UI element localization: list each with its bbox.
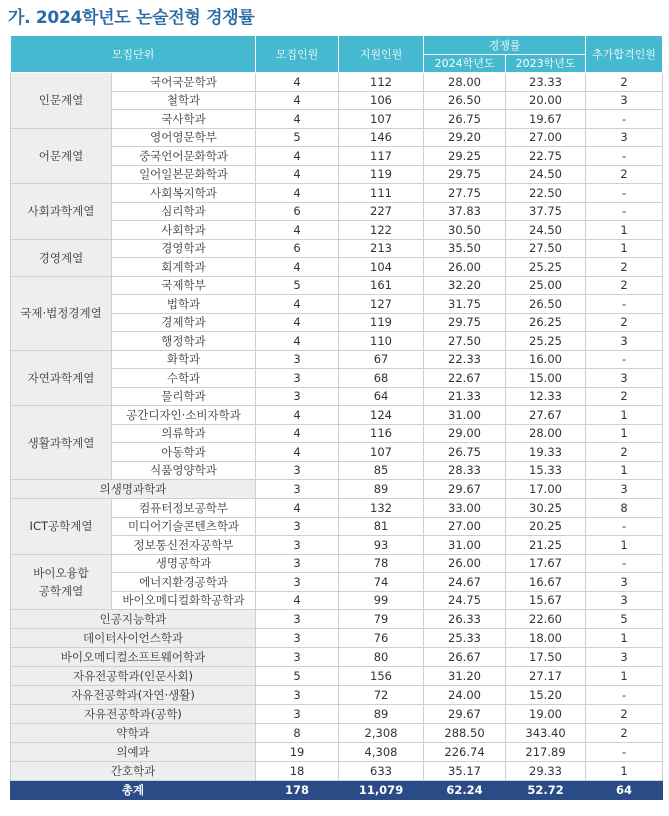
table-row [11,499,663,518]
applicants-cell: 79 [339,610,424,629]
ratio-2023-cell: 22.50 [506,184,586,203]
ratio-2024-cell: 31.20 [424,667,506,686]
applicants-cell: 78 [339,554,424,573]
ratio-2024-cell: 26.75 [424,443,506,462]
table-row [11,406,663,425]
quota-cell: 4 [256,221,339,240]
ratio-2024-cell: 21.33 [424,387,506,406]
extra-admit-cell: - [586,554,663,573]
header-row-1 [11,36,663,55]
ratio-2024-cell: 26.00 [424,554,506,573]
quota-cell: 6 [256,239,339,258]
group-name-cell: 국제·법정경계열 [11,276,112,350]
ratio-2024-cell: 24.75 [424,591,506,610]
quota-cell: 4 [256,258,339,277]
extra-admit-cell: 1 [586,221,663,240]
ratio-2024-cell: 29.20 [424,128,506,147]
applicants-cell: 72 [339,686,424,705]
department-cell: 국사학과 [112,110,256,129]
unit-name-cell: 자유전공학과(자연·생활) [11,686,256,705]
extra-admit-cell: - [586,743,663,762]
extra-admit-cell: 1 [586,461,663,480]
header-ratio: 경쟁률 [424,36,586,55]
total-ratio-2024-cell: 62.24 [424,781,506,800]
ratio-2024-cell: 22.67 [424,369,506,388]
table-row [11,610,663,629]
ratio-2024-cell: 31.75 [424,295,506,314]
quota-cell: 3 [256,629,339,648]
department-cell: 행정학과 [112,332,256,351]
admission-results-table [10,35,663,800]
department-cell: 국어국문학과 [112,73,256,92]
ratio-2023-cell: 15.00 [506,369,586,388]
unit-name-cell: 자유전공학과(인문사회) [11,667,256,686]
quota-cell: 8 [256,724,339,743]
ratio-2023-cell: 25.25 [506,258,586,277]
extra-admit-cell: 1 [586,667,663,686]
quota-cell: 4 [256,165,339,184]
quota-cell: 4 [256,332,339,351]
ratio-2023-cell: 20.25 [506,517,586,536]
ratio-2024-cell: 288.50 [424,724,506,743]
ratio-2023-cell: 12.33 [506,387,586,406]
unit-name-cell: 약학과 [11,724,256,743]
ratio-2024-cell: 29.75 [424,165,506,184]
group-name-cell: 사회과학계열 [11,184,112,240]
ratio-2023-cell: 17.67 [506,554,586,573]
ratio-2023-cell: 343.40 [506,724,586,743]
applicants-cell: 2,308 [339,724,424,743]
quota-cell: 18 [256,762,339,781]
applicants-cell: 81 [339,517,424,536]
ratio-2023-cell: 22.75 [506,147,586,166]
ratio-2024-cell: 30.50 [424,221,506,240]
extra-admit-cell: 2 [586,313,663,332]
quota-cell: 3 [256,350,339,369]
extra-admit-cell: 1 [586,629,663,648]
quota-cell: 4 [256,91,339,110]
applicants-cell: 110 [339,332,424,351]
ratio-2023-cell: 23.33 [506,73,586,92]
extra-admit-cell: 3 [586,480,663,499]
department-cell: 경제학과 [112,313,256,332]
ratio-2024-cell: 26.67 [424,648,506,667]
quota-cell: 4 [256,147,339,166]
department-cell: 경영학과 [112,239,256,258]
department-cell: 정보통신전자공학부 [112,536,256,555]
unit-name-cell: 바이오메디컬소프트웨어학과 [11,648,256,667]
total-label: 총계 [11,781,256,800]
table-row [11,239,663,258]
department-cell: 바이오메디컬화학공학과 [112,591,256,610]
quota-cell: 4 [256,184,339,203]
unit-name-cell: 데이터사이언스학과 [11,629,256,648]
extra-admit-cell: 2 [586,258,663,277]
header-ratio-2024: 2024학년도 [424,54,506,73]
department-cell: 사회학과 [112,221,256,240]
ratio-2023-cell: 26.25 [506,313,586,332]
applicants-cell: 64 [339,387,424,406]
extra-admit-cell: - [586,517,663,536]
quota-cell: 4 [256,591,339,610]
table-row [11,350,663,369]
group-name-cell: 경영계열 [11,239,112,276]
unit-name-cell: 간호학과 [11,762,256,781]
extra-admit-cell: 3 [586,591,663,610]
extra-admit-cell: - [586,184,663,203]
applicants-cell: 106 [339,91,424,110]
quota-cell: 5 [256,667,339,686]
table-row [11,686,663,705]
ratio-2023-cell: 19.67 [506,110,586,129]
ratio-2023-cell: 27.67 [506,406,586,425]
ratio-2024-cell: 35.50 [424,239,506,258]
department-cell: 생명공학과 [112,554,256,573]
table-row [11,743,663,762]
group-name-cell: 인문계열 [11,73,112,129]
applicants-cell: 104 [339,258,424,277]
quota-cell: 3 [256,573,339,592]
quota-cell: 4 [256,110,339,129]
department-cell: 물리학과 [112,387,256,406]
applicants-cell: 633 [339,762,424,781]
quota-cell: 3 [256,387,339,406]
extra-admit-cell: - [586,350,663,369]
ratio-2023-cell: 15.67 [506,591,586,610]
applicants-cell: 107 [339,443,424,462]
applicants-cell: 132 [339,499,424,518]
ratio-2023-cell: 28.00 [506,424,586,443]
ratio-2024-cell: 29.67 [424,705,506,724]
applicants-cell: 76 [339,629,424,648]
quota-cell: 4 [256,443,339,462]
quota-cell: 5 [256,128,339,147]
applicants-cell: 161 [339,276,424,295]
ratio-2024-cell: 35.17 [424,762,506,781]
ratio-2023-cell: 17.00 [506,480,586,499]
table-row [11,276,663,295]
total-row [11,781,663,800]
extra-admit-cell: - [586,202,663,221]
extra-admit-cell: 3 [586,573,663,592]
quota-cell: 3 [256,480,339,499]
department-cell: 컴퓨터정보공학부 [112,499,256,518]
header-extra: 추가합격인원 [586,36,663,73]
extra-admit-cell: 1 [586,424,663,443]
unit-name-cell: 의예과 [11,743,256,762]
department-cell: 아동학과 [112,443,256,462]
group-name-cell: 바이오융합 공학계열 [11,554,112,610]
department-cell: 일어일본문화학과 [112,165,256,184]
ratio-2023-cell: 217.89 [506,743,586,762]
quota-cell: 3 [256,648,339,667]
quota-cell: 3 [256,610,339,629]
ratio-2024-cell: 226.74 [424,743,506,762]
ratio-2024-cell: 29.25 [424,147,506,166]
header-ratio-2023: 2023학년도 [506,54,586,73]
page-title: 가. 2024학년도 논술전형 경쟁률 [8,8,255,28]
quota-cell: 3 [256,369,339,388]
quota-cell: 4 [256,406,339,425]
department-cell: 국제학부 [112,276,256,295]
extra-admit-cell: 1 [586,406,663,425]
ratio-2023-cell: 25.25 [506,332,586,351]
department-cell: 사회복지학과 [112,184,256,203]
quota-cell: 4 [256,424,339,443]
extra-admit-cell: 3 [586,128,663,147]
ratio-2024-cell: 31.00 [424,406,506,425]
quota-cell: 5 [256,276,339,295]
ratio-2024-cell: 37.83 [424,202,506,221]
quota-cell: 4 [256,499,339,518]
applicants-cell: 117 [339,147,424,166]
extra-admit-cell: 5 [586,610,663,629]
applicants-cell: 89 [339,705,424,724]
table-row [11,762,663,781]
department-cell: 수학과 [112,369,256,388]
applicants-cell: 107 [339,110,424,129]
applicants-cell: 124 [339,406,424,425]
applicants-cell: 227 [339,202,424,221]
applicants-cell: 146 [339,128,424,147]
ratio-2023-cell: 17.50 [506,648,586,667]
quota-cell: 19 [256,743,339,762]
department-cell: 중국언어문화학과 [112,147,256,166]
table-row [11,184,663,203]
quota-cell: 3 [256,554,339,573]
extra-admit-cell: - [586,110,663,129]
applicants-cell: 80 [339,648,424,667]
quota-cell: 4 [256,295,339,314]
applicants-cell: 122 [339,221,424,240]
ratio-2023-cell: 25.00 [506,276,586,295]
ratio-2023-cell: 16.67 [506,573,586,592]
department-cell: 의류학과 [112,424,256,443]
table-row [11,73,663,92]
extra-admit-cell: 3 [586,369,663,388]
extra-admit-cell: - [586,147,663,166]
department-cell: 식품영양학과 [112,461,256,480]
table-row [11,128,663,147]
quota-cell: 4 [256,313,339,332]
ratio-2023-cell: 27.00 [506,128,586,147]
applicants-cell: 119 [339,313,424,332]
extra-admit-cell: 2 [586,724,663,743]
department-cell: 영어영문학부 [112,128,256,147]
applicants-cell: 4,308 [339,743,424,762]
ratio-2024-cell: 29.75 [424,313,506,332]
ratio-2023-cell: 15.33 [506,461,586,480]
extra-admit-cell: 2 [586,276,663,295]
ratio-2023-cell: 26.50 [506,295,586,314]
applicants-cell: 85 [339,461,424,480]
applicants-cell: 89 [339,480,424,499]
header-unit: 모집단위 [11,36,256,73]
ratio-2024-cell: 24.00 [424,686,506,705]
ratio-2023-cell: 16.00 [506,350,586,369]
ratio-2024-cell: 32.20 [424,276,506,295]
extra-admit-cell: 8 [586,499,663,518]
ratio-2024-cell: 28.00 [424,73,506,92]
department-cell: 화학과 [112,350,256,369]
table-row [11,724,663,743]
group-name-cell: 자연과학계열 [11,350,112,406]
extra-admit-cell: 2 [586,443,663,462]
total-extra-admit-cell: 64 [586,781,663,800]
quota-cell: 3 [256,536,339,555]
ratio-2023-cell: 19.00 [506,705,586,724]
extra-admit-cell: 1 [586,239,663,258]
table-row [11,705,663,724]
ratio-2023-cell: 15.20 [506,686,586,705]
extra-admit-cell: 2 [586,73,663,92]
quota-cell: 4 [256,73,339,92]
applicants-cell: 68 [339,369,424,388]
total-ratio-2023-cell: 52.72 [506,781,586,800]
extra-admit-cell: 2 [586,165,663,184]
quota-cell: 3 [256,517,339,536]
extra-admit-cell: - [586,686,663,705]
ratio-2023-cell: 20.00 [506,91,586,110]
applicants-cell: 156 [339,667,424,686]
applicants-cell: 213 [339,239,424,258]
ratio-2023-cell: 27.17 [506,667,586,686]
ratio-2024-cell: 31.00 [424,536,506,555]
ratio-2024-cell: 26.33 [424,610,506,629]
quota-cell: 3 [256,686,339,705]
ratio-2024-cell: 26.00 [424,258,506,277]
table-row [11,648,663,667]
unit-name-cell: 인공지능학과 [11,610,256,629]
ratio-2024-cell: 27.50 [424,332,506,351]
table-row [11,629,663,648]
extra-admit-cell: 3 [586,648,663,667]
applicants-cell: 116 [339,424,424,443]
unit-name-cell: 의생명과학과 [11,480,256,499]
quota-cell: 3 [256,461,339,480]
quota-cell: 6 [256,202,339,221]
total-applicants-cell: 11,079 [339,781,424,800]
quota-cell: 3 [256,705,339,724]
ratio-2023-cell: 29.33 [506,762,586,781]
department-cell: 심리학과 [112,202,256,221]
table-row [11,480,663,499]
department-cell: 법학과 [112,295,256,314]
department-cell: 에너지환경공학과 [112,573,256,592]
applicants-cell: 67 [339,350,424,369]
ratio-2024-cell: 27.00 [424,517,506,536]
ratio-2024-cell: 28.33 [424,461,506,480]
department-cell: 미디어기술콘텐츠학과 [112,517,256,536]
applicants-cell: 119 [339,165,424,184]
group-name-cell: ICT공학계열 [11,499,112,555]
applicants-cell: 93 [339,536,424,555]
unit-name-cell: 자유전공학과(공학) [11,705,256,724]
group-name-cell: 생활과학계열 [11,406,112,480]
table-row [11,554,663,573]
department-cell: 회계학과 [112,258,256,277]
applicants-cell: 74 [339,573,424,592]
ratio-2024-cell: 27.75 [424,184,506,203]
extra-admit-cell: 1 [586,762,663,781]
ratio-2024-cell: 33.00 [424,499,506,518]
ratio-2023-cell: 24.50 [506,221,586,240]
total-quota-cell: 178 [256,781,339,800]
applicants-cell: 112 [339,73,424,92]
extra-admit-cell: 3 [586,332,663,351]
group-name-cell: 어문계열 [11,128,112,184]
ratio-2023-cell: 24.50 [506,165,586,184]
ratio-2023-cell: 30.25 [506,499,586,518]
table-body [11,73,663,800]
extra-admit-cell: 2 [586,387,663,406]
applicants-cell: 127 [339,295,424,314]
department-cell: 공간디자인·소비자학과 [112,406,256,425]
extra-admit-cell: - [586,295,663,314]
applicants-cell: 99 [339,591,424,610]
header-quota: 모집인원 [256,36,339,73]
ratio-2023-cell: 22.60 [506,610,586,629]
ratio-2023-cell: 27.50 [506,239,586,258]
extra-admit-cell: 3 [586,91,663,110]
ratio-2024-cell: 22.33 [424,350,506,369]
ratio-2024-cell: 24.67 [424,573,506,592]
ratio-2024-cell: 25.33 [424,629,506,648]
extra-admit-cell: 1 [586,536,663,555]
ratio-2023-cell: 37.75 [506,202,586,221]
ratio-2023-cell: 21.25 [506,536,586,555]
header-applicants: 지원인원 [339,36,424,73]
ratio-2023-cell: 19.33 [506,443,586,462]
ratio-2024-cell: 26.75 [424,110,506,129]
extra-admit-cell: 2 [586,705,663,724]
department-cell: 철학과 [112,91,256,110]
ratio-2024-cell: 26.50 [424,91,506,110]
ratio-2024-cell: 29.67 [424,480,506,499]
applicants-cell: 111 [339,184,424,203]
ratio-2023-cell: 18.00 [506,629,586,648]
table-row [11,667,663,686]
ratio-2024-cell: 29.00 [424,424,506,443]
